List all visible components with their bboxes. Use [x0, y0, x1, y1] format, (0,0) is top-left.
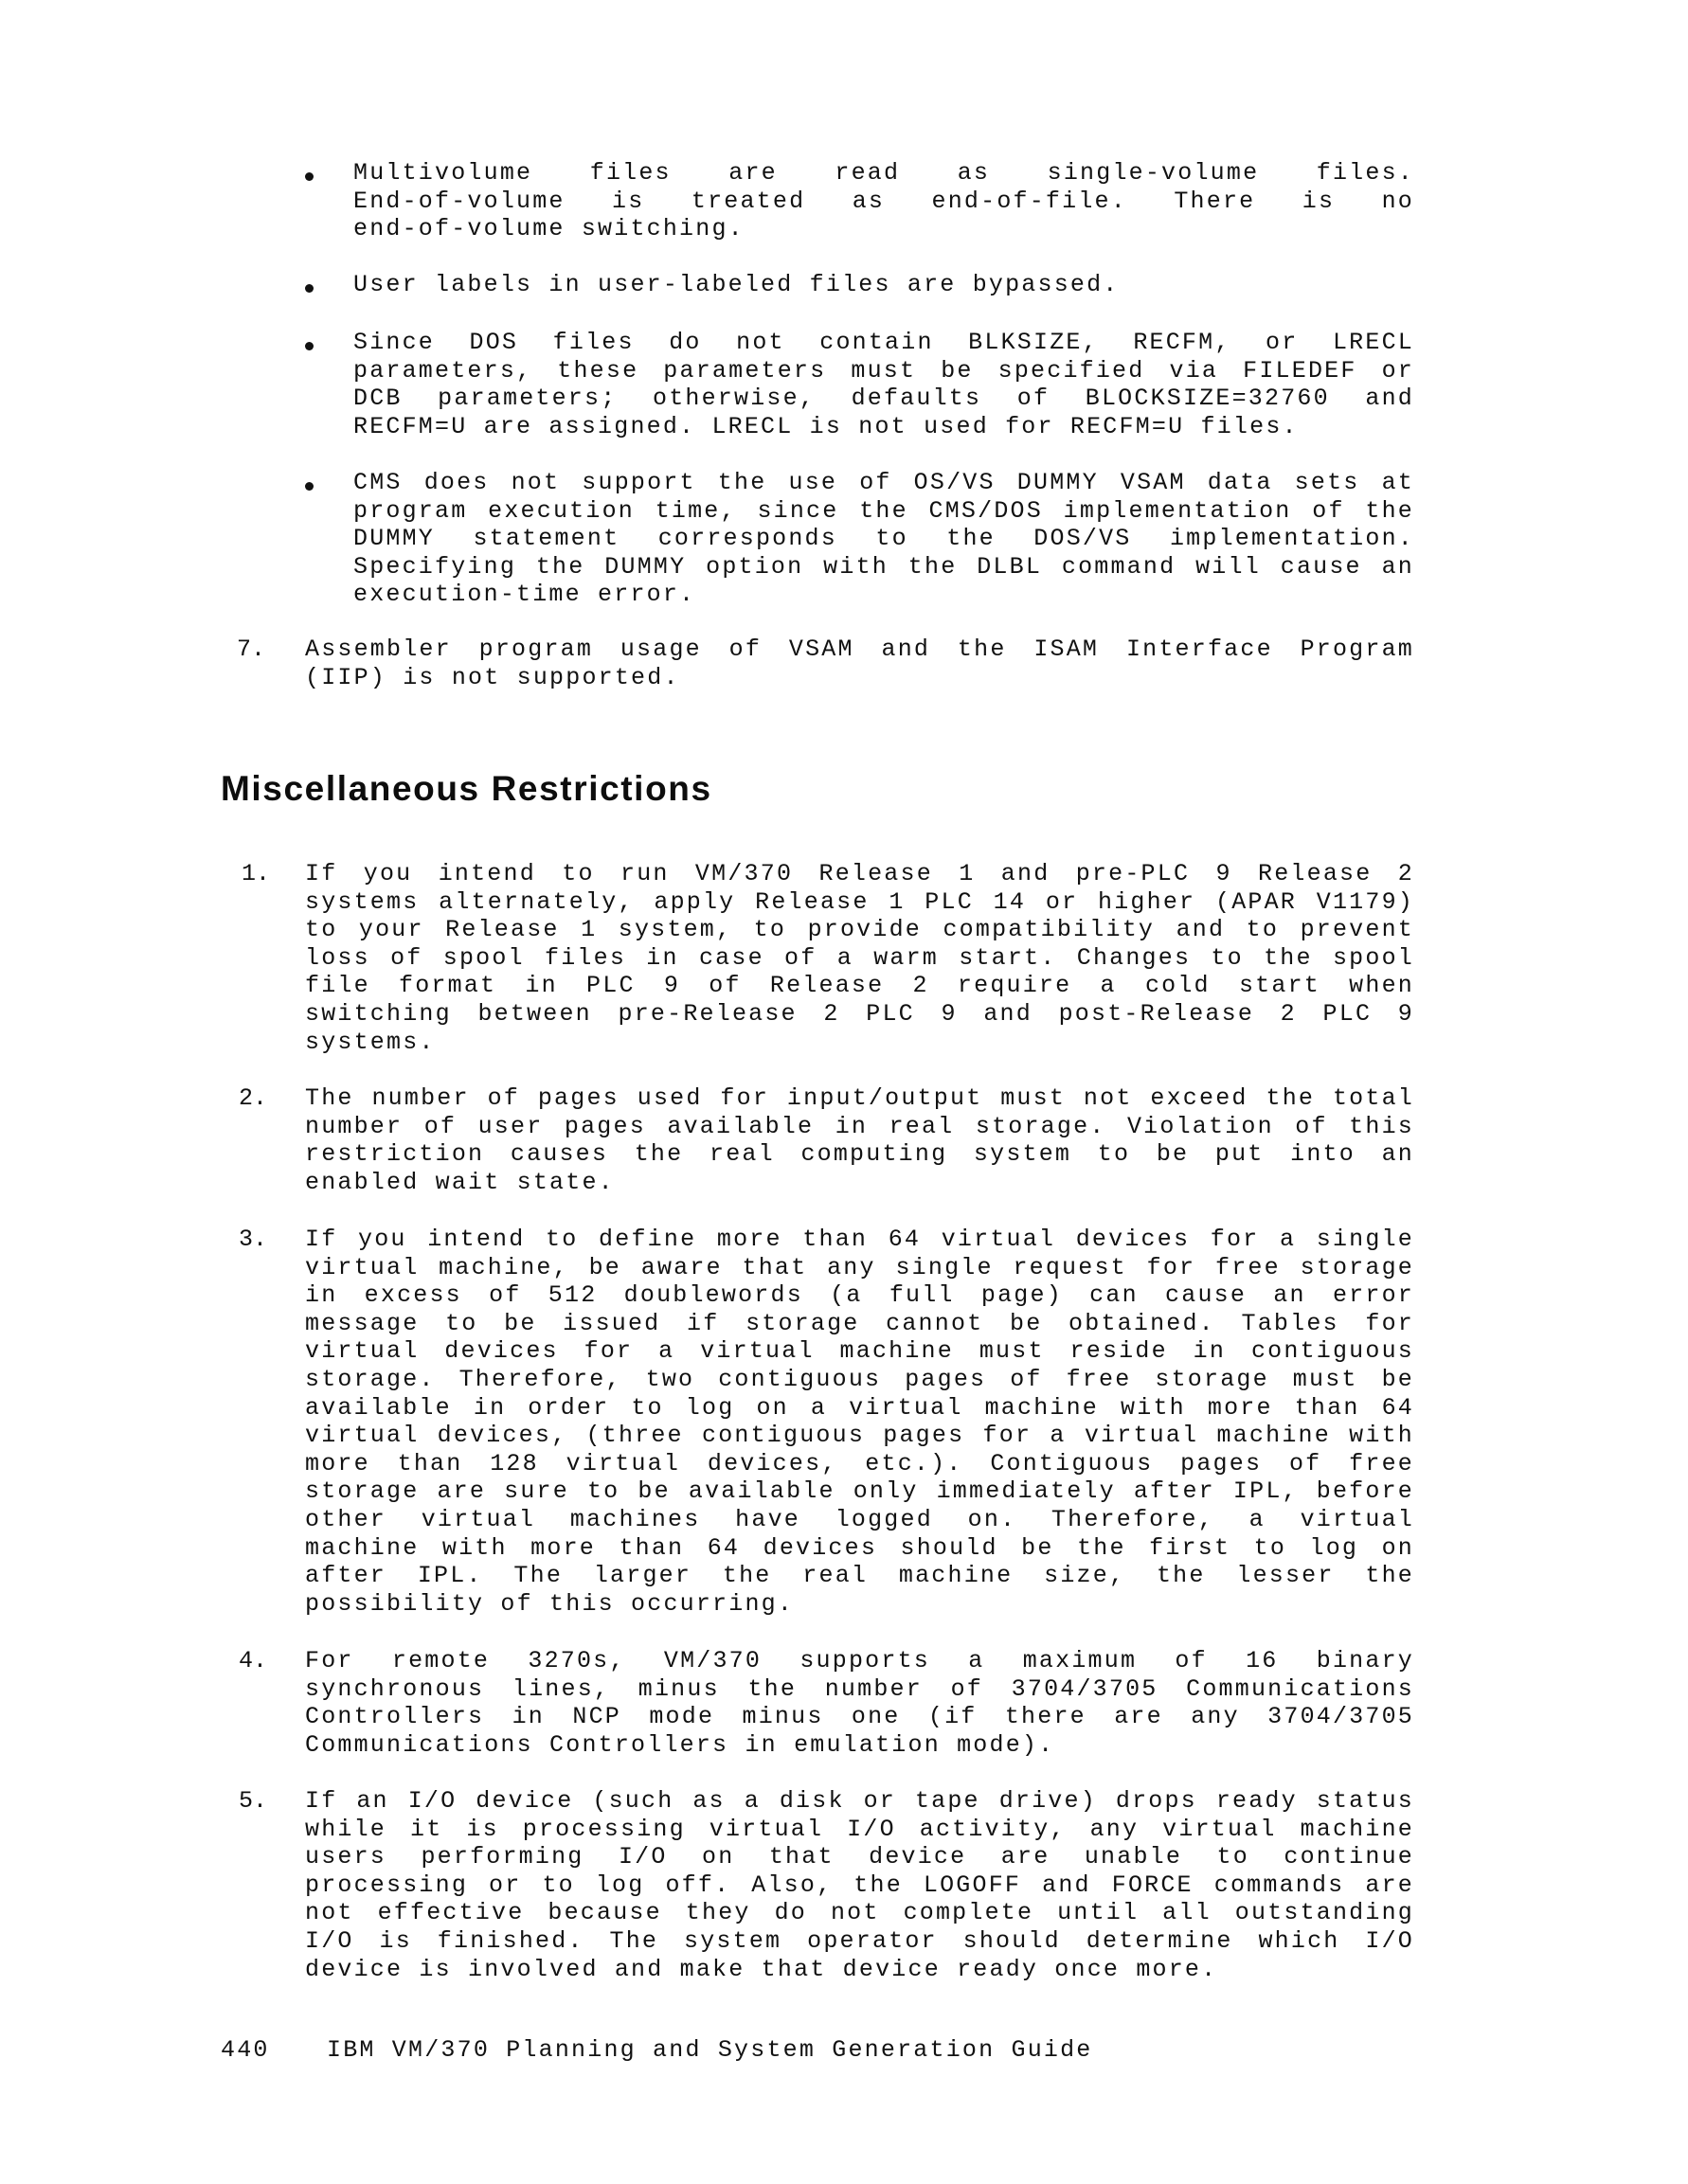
text-line: program execution time, since the CMS/DOS implementation of the	[353, 496, 1414, 525]
text-line: possibility of this occurring.	[305, 1589, 795, 1618]
text-line: message to be issued if storage cannot be obtained. Tables for	[305, 1309, 1414, 1337]
text-line: virtual devices for a virtual machine must reside in contiguous	[305, 1337, 1414, 1366]
text-line: End-of-volume is treated as end-of-file. There is no	[353, 187, 1414, 215]
section-heading: Miscellaneous Restrictions	[221, 769, 712, 808]
text-line: I/O is finished. The system operator should determine which I/O	[305, 1926, 1414, 1955]
text-line: to your Release 1 system, to provide compatibility and to prevent	[305, 916, 1414, 944]
text-line: If you intend to define more than 64 virtual devices for a single	[305, 1226, 1414, 1253]
text-line: loss of spool files in case of a warm start. Changes to the spool	[305, 943, 1414, 972]
text-line: virtual devices, (three contiguous pages for a virtual machine with	[305, 1422, 1414, 1450]
text-line: machine with more than 64 devices should be the first to log on	[305, 1533, 1414, 1562]
list-number: 3.	[239, 1226, 268, 1253]
running-footer-title: IBM VM/370 Planning and System Generation Guide	[327, 2036, 1093, 2064]
bullet-paragraph	[353, 271, 1414, 299]
text-line: Controllers in NCP mode minus one (if there are any 3704/3705	[305, 1703, 1414, 1731]
text-line: The number of pages used for input/output must not exceed the total	[305, 1084, 1414, 1112]
text-line: Since DOS files do not contain BLKSIZE, RECFM, or LRECL	[353, 329, 1414, 356]
text-line: DUMMY statement corresponds to the DOS/VS implementation.	[353, 525, 1414, 553]
text-line: virtual machine, be aware that any single request for free storage	[305, 1253, 1414, 1281]
list-number: 1.	[242, 860, 271, 887]
text-line: available in order to log on a virtual machine with more than 64	[305, 1393, 1414, 1422]
list-item-text	[305, 1084, 1414, 1196]
bullet-paragraph	[353, 469, 1414, 609]
text-line: more than 128 virtual devices, etc.). Contiguous pages of free	[305, 1449, 1414, 1477]
text-line: If you intend to run VM/370 Release 1 and pre-PLC 9 Release 2	[305, 860, 1414, 887]
bullet-icon	[305, 482, 314, 491]
text-line: User labels in user-labeled files are bypassed.	[353, 271, 1120, 298]
text-line: (IIP) is not supported.	[305, 663, 680, 691]
text-line: Multivolume files are read as single-volume files.	[353, 159, 1414, 187]
text-line: systems alternately, apply Release 1 PLC 14 or higher (APAR V1179)	[305, 887, 1414, 916]
list-item-text	[305, 860, 1414, 1056]
text-line: device is involved and make that device ready once more.	[305, 1955, 1218, 1983]
text-line: processing or to log off. Also, the LOGOFF and FORCE commands are	[305, 1871, 1414, 1899]
text-line: switching between pre-Release 2 PLC 9 and post-Release 2 PLC 9	[305, 999, 1414, 1028]
text-line: storage. Therefore, two contiguous pages of free storage must be	[305, 1365, 1414, 1393]
text-line: while it is processing virtual I/O activity, any virtual machine	[305, 1815, 1414, 1843]
text-line: parameters, these parameters must be specified via FILEDEF or	[353, 356, 1414, 385]
text-line: DCB parameters; otherwise, defaults of BLOCKSIZE=32760 and	[353, 385, 1414, 413]
bullet-paragraph	[353, 329, 1414, 440]
text-line: number of user pages available in real storage. Violation of this	[305, 1112, 1414, 1140]
bullet-icon	[305, 342, 314, 350]
list-item-text	[305, 636, 1414, 691]
text-line: For remote 3270s, VM/370 supports a maximum of 16 binary	[305, 1647, 1414, 1674]
text-line: synchronous lines, minus the number of 3704/3705 Communications	[305, 1674, 1414, 1703]
text-line: Communications Controllers in emulation mode).	[305, 1730, 1055, 1759]
list-item-text	[305, 1226, 1414, 1618]
text-line: Specifying the DUMMY option with the DLBL command will cause an	[353, 552, 1414, 581]
text-line: restriction causes the real computing system to be put into an	[305, 1140, 1414, 1169]
text-line: end-of-volume switching.	[353, 215, 745, 243]
page-number: 440	[221, 2036, 270, 2064]
text-line: storage are sure to be available only immediately after IPL, before	[305, 1477, 1414, 1506]
text-line: systems.	[305, 1028, 436, 1056]
list-number: 2.	[239, 1084, 268, 1112]
text-line: CMS does not support the use of OS/VS DUMMY VSAM data sets at	[353, 469, 1414, 496]
list-number: 7.	[237, 636, 266, 663]
text-line: after IPL. The larger the real machine size, the lesser the	[305, 1562, 1414, 1590]
text-line: in excess of 512 doublewords (a full page) can cause an error	[305, 1281, 1414, 1310]
text-line: RECFM=U are assigned. LRECL is not used for RECFM=U files.	[353, 412, 1299, 440]
text-line: file format in PLC 9 of Release 2 require a cold start when	[305, 972, 1414, 1000]
text-line: not effective because they do not complete until all outstanding	[305, 1899, 1414, 1927]
list-item-text	[305, 1787, 1414, 1983]
bullet-icon	[305, 172, 314, 181]
list-number: 4.	[239, 1647, 268, 1674]
text-line: If an I/O device (such as a disk or tape drive) drops ready status	[305, 1787, 1414, 1815]
list-item-text	[305, 1647, 1414, 1759]
bullet-icon	[305, 284, 314, 293]
text-line: other virtual machines have logged on. Therefore, a virtual	[305, 1505, 1414, 1533]
page-footer	[221, 2036, 270, 2064]
bullet-paragraph	[353, 159, 1414, 243]
text-line: execution-time error.	[353, 581, 696, 609]
text-line: users performing I/O on that device are unable to continue	[305, 1843, 1414, 1871]
text-line: enabled wait state.	[305, 1168, 615, 1196]
list-number: 5.	[239, 1787, 268, 1815]
text-line: Assembler program usage of VSAM and the ISAM Interface Program	[305, 636, 1414, 663]
